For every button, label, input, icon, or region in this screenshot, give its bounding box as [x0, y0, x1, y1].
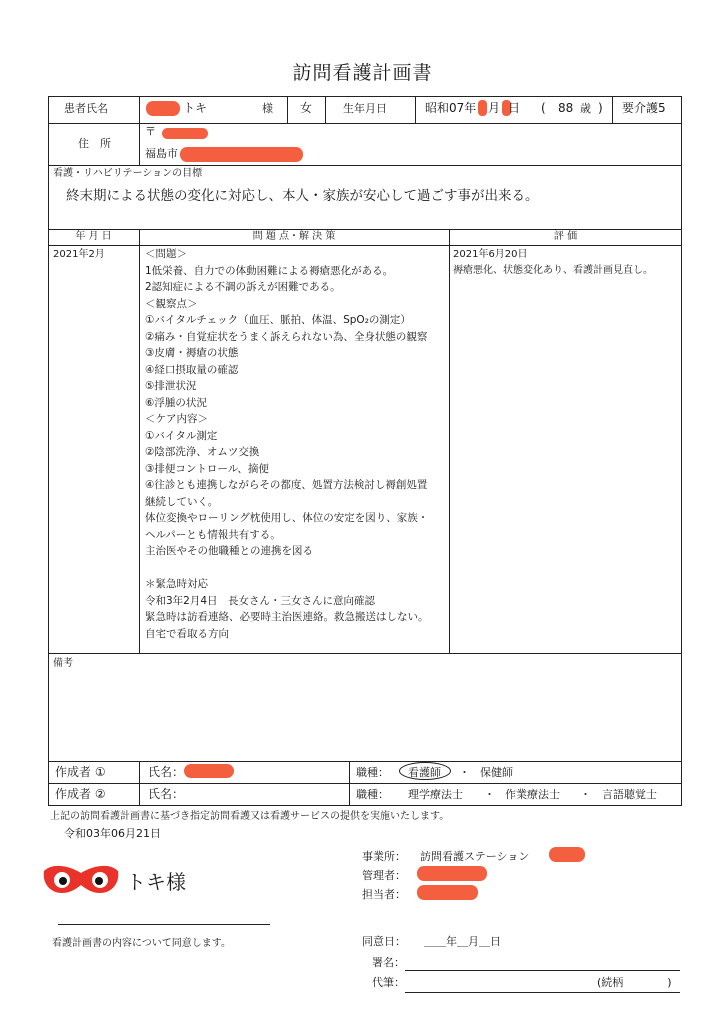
postal-mark: 〒: [145, 125, 156, 138]
problem-line: ②陰部洗浄、オムツ交換: [145, 446, 260, 458]
problem-line: ＜観察点＞: [145, 297, 198, 310]
problem-line: ＊緊急時対応: [145, 578, 208, 590]
evaluation-text: 褥瘡悪化、状態変化あり、看護計画見直し。: [453, 265, 653, 276]
redaction: [184, 764, 234, 778]
signature-line: [58, 924, 270, 925]
dob-era: 昭和07年: [425, 101, 477, 115]
age-unit: 歳: [580, 102, 591, 115]
office-label: 事業所：: [362, 850, 406, 863]
problem-line: 1低栄養、自力での体動困難による褥瘡悪化がある。: [145, 264, 394, 277]
staff-label: 担当者：: [362, 888, 406, 901]
goal-text: 終末期による状態の変化に対応し、本人・家族が安心して過ごす事が出来る。: [66, 188, 539, 204]
redaction: [146, 101, 180, 116]
problem-line: ②痛み・自覚症状をうまく訴えられない為、全身状態の観察: [145, 330, 428, 343]
patient-name: トキ: [183, 101, 208, 115]
problem-line: ⑥浮腫の状況: [145, 396, 207, 409]
problem-line: [145, 560, 429, 577]
author-1-label: 作成者 ①: [55, 765, 106, 779]
proxy-label: 代筆：: [372, 976, 405, 989]
problems-list: [145, 246, 429, 642]
problem-line: ヘルパーとも情報共有する。: [145, 528, 281, 541]
redaction: [417, 866, 487, 881]
column-evaluation-header: 評 価: [553, 231, 578, 242]
problem-line: ①バイタルチェック（血圧、脈拍、体温、SpO₂の測定）: [145, 314, 411, 326]
job-public-health-nurse: 保健師: [480, 766, 513, 779]
job-nurse: 看護師: [408, 766, 441, 779]
signature-label: 署名：: [372, 956, 405, 969]
problem-line: ＜問題＞: [145, 248, 187, 260]
office-name: 訪問看護ステーション: [420, 850, 530, 863]
manager-label: 管理者：: [362, 869, 406, 882]
consent-text: 看護計画書の内容について同意します。: [52, 938, 231, 949]
redaction: [549, 847, 585, 862]
job-separator: ・: [580, 788, 591, 801]
problem-line: 継続していく。: [145, 495, 219, 508]
problem-line: ③排便コントロール、摘便: [145, 462, 269, 475]
job-physical-therapist: 理学療法士: [408, 788, 463, 801]
dob-label: 生年月日: [343, 102, 387, 115]
redaction: [417, 885, 478, 900]
age-close: ): [598, 101, 603, 115]
problem-line: ⑤排泄状況: [145, 380, 197, 392]
evaluation-date: 2021年6月20日: [453, 249, 528, 260]
problem-line: 体位変換やローリング枕使用し、体位の安定を図り、家族・: [145, 512, 429, 524]
dob-day-suffix: 日: [508, 101, 521, 115]
problem-line: 2認知症による不調の訴えが困難である。: [145, 281, 341, 293]
issue-date: 令和03年06月21日: [64, 827, 161, 840]
problem-line: ＜ケア内容＞: [145, 413, 208, 425]
provision-statement: 上記の訪問看護計画書に基づき指定訪問看護又は看護サービスの提供を実施いたします。: [50, 811, 450, 822]
job-separator: ・: [459, 766, 470, 779]
care-level: 要介護5: [622, 101, 666, 115]
job-occupational-therapist: 作業療法士: [505, 788, 560, 801]
patient-name-label: 患者氏名: [64, 102, 108, 115]
author-2-label: 作成者 ②: [55, 787, 106, 801]
age-value: 88: [558, 101, 574, 115]
goal-label: 看護・リハビリテーションの目標: [53, 168, 203, 179]
author-2-name-label: 氏名：: [148, 787, 185, 801]
job-separator: ・: [484, 788, 495, 801]
dob-month-suffix: 月: [488, 101, 501, 115]
problem-line: 主治医やその他職種との連携を図る: [145, 545, 313, 557]
logo-mascot-icon: [42, 861, 120, 897]
honorific: 様: [262, 102, 273, 115]
address-label: 住 所: [78, 137, 111, 150]
signature-field-line: [405, 970, 680, 971]
problem-line: 緊急時は訪看連絡、必要時主治医連絡。救急搬送はしない。: [145, 611, 429, 623]
author-1-job-label: 職種：: [356, 766, 389, 779]
problem-line: ④経口摂取量の確認: [145, 363, 239, 376]
problem-line: ③皮膚・褥瘡の状態: [145, 347, 239, 359]
redaction: [478, 100, 487, 116]
proxy-field-line: [405, 992, 680, 993]
column-problems-header: 問 題 点・解 決 策: [252, 231, 336, 242]
problem-line: ①バイタル測定: [145, 429, 218, 442]
author-2-job-label: 職種：: [356, 788, 389, 801]
column-date-header: 年 月 日: [75, 231, 112, 242]
sex-value: 女: [300, 101, 313, 115]
problem-line: 自宅で看取る方向: [145, 627, 229, 640]
relation-text: (続柄 ): [597, 976, 672, 989]
consent-date-label: 同意日：: [362, 935, 406, 948]
problem-line: 令和3年2月4日 長女さん・三女さんに意向確認: [145, 594, 376, 607]
logo-text: トキ様: [126, 870, 186, 894]
redaction: [162, 128, 208, 139]
redaction: [180, 147, 303, 162]
address-city: 福島市: [145, 147, 178, 160]
remarks-label: 備考: [53, 658, 73, 669]
plan-date: 2021年2月: [53, 249, 105, 260]
problem-line: ④往診とも連携しながらその都度、処置方法検討し褥創処置: [145, 479, 428, 491]
document-title: 訪問看護計画書: [292, 62, 433, 84]
job-speech-therapist: 言語聴覚士: [602, 788, 657, 801]
author-1-name-label: 氏名：: [148, 765, 185, 779]
consent-date-value: ＿＿年＿月＿日: [424, 935, 501, 948]
age-open: (: [541, 101, 546, 115]
